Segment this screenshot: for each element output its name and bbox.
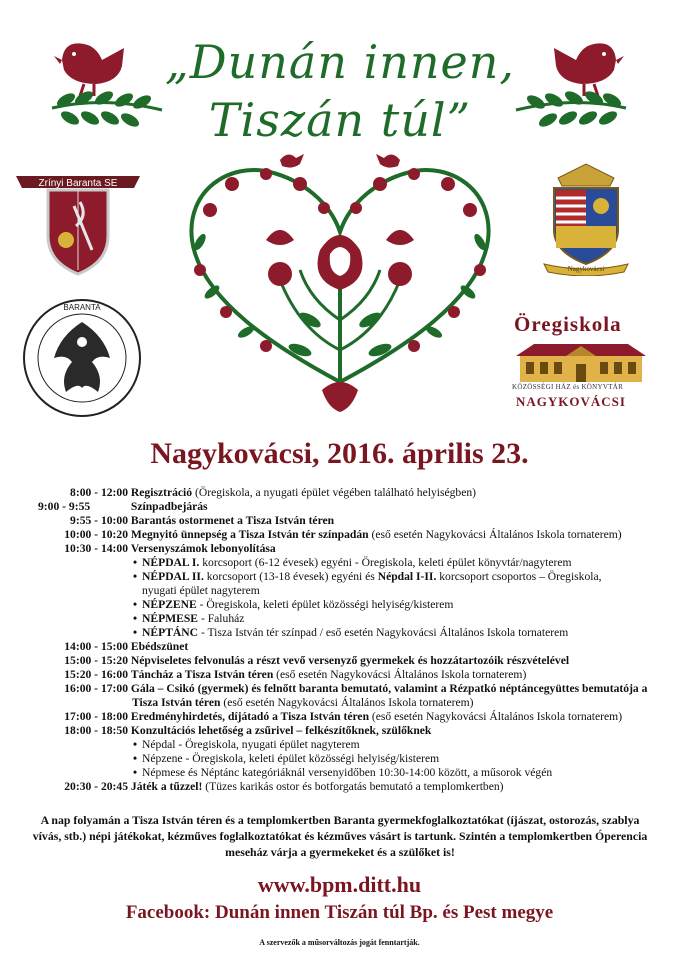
nagykovacsi-crest — [536, 160, 636, 276]
schedule-row: 20:30 - 20:45 Játék a tűzzel! (Tüzes karikás ostor és botforgatás bemutató a templomkertben) — [64, 780, 504, 793]
seal-text: BARANTA — [63, 303, 101, 312]
schedule-row: 9:00 - 9:55 Színpadbejárás — [38, 500, 208, 513]
poster-title-line2: Tiszán túl” — [208, 93, 472, 147]
website-link[interactable]: www.bpm.ditt.hu — [257, 872, 422, 897]
baranta-seal — [20, 296, 144, 420]
oregiskola-building-icon — [514, 340, 648, 384]
schedule-row: 8:00 - 12:00 Regisztráció (Öregiskola, a nyugati épület végében található helyiségben) — [70, 486, 477, 499]
poster-title-line1: „Dunán innen, — [164, 35, 516, 89]
consultation-item: • Népzene - Öregiskola, keleti épület közösségi helyiség/kisterem — [142, 752, 660, 766]
schedule-row: 14:00 - 15:00 Ebédszünet — [64, 640, 189, 653]
crest-ribbon-text: Nagykovácsi — [567, 265, 605, 273]
schedule-row: 17:00 - 18:00 Eredményhirdetés, díjátadó a Tisza István téren (eső esetén Nagykovácsi Általános Iskola tornaterem) — [64, 710, 623, 723]
competition-item: • NÉPTÁNC - Tisza István tér színpad / eső esetén Nagykovácsi Általános Iskola tornaterem — [142, 626, 660, 640]
oregiskola-subtitle: KÖZÖSSÉGI HÁZ és KÖNYVTÁR — [512, 383, 624, 391]
event-date-heading: Nagykovácsi, 2016. április 23. — [150, 437, 529, 470]
schedule-row: 16:00 - 17:00 Gála – Csikó (gyermek) és felnőtt baranta bemutató, valamint a Rézpatkó néptáncegyüttes bemutatója a Tisza István téren (eső esetén Nagykovácsi Általános Iskola tornaterem) — [64, 682, 648, 709]
consultation-item: • Népmese és Néptánc kategóriáknál versenyidőben 10:30-14:00 között, a műsorok végén — [142, 766, 660, 780]
program-note: A nap folyamán a Tisza István téren és a templomkertben Baranta gyermekfoglalkoztatókat (íjászat, ostorozás, szablya vívás, stb.) népi játékokat, kézműves foglalkoztatókat és kézműves vásárt is tartunk. Szintén a templomkertben Óperencia meseház várja a gyermekeket és a szülőket is! — [32, 813, 648, 859]
schedule-row: 15:20 - 16:00 Táncház a Tisza István téren (eső esetén Nagykovácsi Általános Iskola tornaterem) — [64, 668, 527, 681]
disclaimer: A szervezők a műsorváltozás jogát fenntartják. — [259, 938, 420, 947]
competition-item: • NÉPDAL II. korcsoport (13-18 évesek) egyéni és Népdal I-II. korcsoport csoportos – Öregiskola, nyugati épület nagyterem — [142, 570, 612, 598]
left-bird-ornament — [44, 30, 164, 140]
schedule-row: 18:00 - 18:50 Konzultációs lehetőség a zsűrivel – felkészítőknek, szülőknek — [64, 724, 432, 737]
competition-item: • NÉPZENE - Öregiskola, keleti épület közösségi helyiség/kisterem — [142, 598, 660, 612]
competition-item: • NÉPDAL I. korcsoport (6-12 évesek) egyéni - Öregiskola, keleti épület könyvtár/nagyterem — [142, 556, 660, 570]
schedule-row: 15:00 - 15:20 Népviseletes felvonulás a részt vevő versenyző gyermekek és hozzátartozóik részvételével — [64, 654, 570, 667]
schedule-row: 10:30 - 14:00 Versenyszámok lebonyolítása — [64, 542, 276, 555]
schedule-row: 10:00 - 10:20 Megnyitó ünnepség a Tisza István tér színpadán (eső esetén Nagykovácsi Általános Iskola tornaterem) — [64, 528, 622, 541]
zrinyi-label: Zrínyi Baranta SE — [38, 178, 118, 189]
facebook-link[interactable]: Facebook: Dunán innen Tiszán túl Bp. és Pest megye — [125, 902, 554, 923]
competition-item: • NÉPMESE - Faluház — [142, 612, 660, 626]
consultation-item: • Népdal - Öregiskola, nyugati épület nagyterem — [142, 738, 660, 752]
oregiskola-name: Öregiskola — [514, 312, 622, 336]
schedule — [30, 486, 660, 794]
zrinyi-baranta-logo — [14, 166, 142, 278]
schedule-row: 9:55 - 10:00 Barantás ostormenet a Tisza István téren — [70, 514, 335, 527]
heart-floral-ornament — [170, 150, 510, 418]
right-bird-ornament — [514, 30, 634, 140]
oregiskola-town: NAGYKOVÁCSI — [516, 394, 626, 409]
